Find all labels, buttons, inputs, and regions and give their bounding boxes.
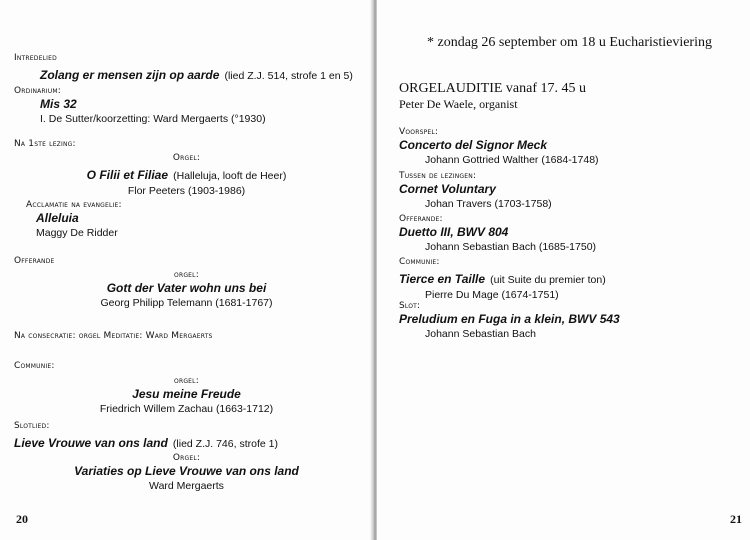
acclamatie-label: Acclamatie na evangelie: xyxy=(26,200,122,210)
slot-section xyxy=(399,300,620,342)
offerande-composer: Johann Sebastian Bach (1685-1750) xyxy=(425,241,597,253)
communie-right-line xyxy=(399,268,606,288)
orgel-2-label: orgel: xyxy=(174,270,199,280)
consecratie-label: Na consecratie: orgel Meditatie: Ward Mergaerts xyxy=(14,331,213,341)
eerste-lezing-label: Na 1ste lezing: xyxy=(14,139,76,149)
offerande-section xyxy=(399,213,596,255)
ordinarium-label: Ordinarium: xyxy=(14,86,61,96)
voorspel-composer: Johann Gottried Walther (1684-1748) xyxy=(425,154,599,166)
orgel-3-composer: Friedrich Willem Zachau (1663-1712) xyxy=(99,403,274,415)
orgel-1-line xyxy=(0,164,373,184)
slotlied-label: Slotlied: xyxy=(14,421,50,431)
orgel-3-label: orgel: xyxy=(174,376,199,386)
acclamatie-composer: Maggy De Ridder xyxy=(36,227,118,239)
page-number-right: 21 xyxy=(730,512,742,526)
intredelied-line xyxy=(14,64,353,84)
intredelied-label: Intredelied xyxy=(14,53,57,63)
intredelied-section xyxy=(14,52,353,84)
orgel-1-section xyxy=(0,152,373,199)
slot-composer: Johann Sebastian Bach xyxy=(425,328,536,340)
orgel-1-note: (Halleluja, looft de Heer) xyxy=(173,170,287,182)
offerande-title: Duetto III, BWV 804 xyxy=(399,225,509,239)
orgelauditie-performer: Peter De Waele, organist xyxy=(399,97,518,111)
left-page xyxy=(0,0,373,540)
communie-right-section xyxy=(399,256,606,303)
tussen-composer: Johan Travers (1703-1758) xyxy=(425,198,552,210)
slotlied-line xyxy=(14,432,278,452)
intredelied-note: (lied Z.J. 514, strofe 1 en 5) xyxy=(224,70,353,82)
ordinarium-section xyxy=(14,85,266,127)
offerande-label: Offerande xyxy=(14,256,55,266)
acclamatie-section xyxy=(26,199,122,241)
orgel-2-composer: Georg Philipp Telemann (1681-1767) xyxy=(100,297,273,309)
offerande-right-label: Offerande: xyxy=(399,214,443,224)
date-heading: * zondag 26 september om 18 u Eucharistieviering xyxy=(427,35,712,50)
tussen-label: Tussen de lezingen: xyxy=(399,171,477,181)
orgel-1-label: Orgel: xyxy=(172,153,201,163)
intredelied-title: Zolang er mensen zijn op aarde xyxy=(40,68,220,82)
tussen-title: Cornet Voluntary xyxy=(399,182,496,196)
ordinarium-composer: I. De Sutter/koorzetting: Ward Mergaerts (°1930) xyxy=(40,113,266,125)
communie-right-title: Tierce en Taille xyxy=(399,272,486,286)
acclamatie-title: Alleluia xyxy=(36,211,79,225)
communie-right-note: (uit Suite du premier ton) xyxy=(490,274,606,286)
orgel-1-composer: Flor Peeters (1903-1986) xyxy=(127,185,246,197)
communie-label: Communie: xyxy=(14,361,55,371)
orgel-4-section xyxy=(0,452,373,494)
slot-title: Preludium en Fuga in a klein, BWV 543 xyxy=(399,312,620,326)
orgel-3-section xyxy=(0,375,373,417)
slotlied-section xyxy=(14,420,278,452)
ordinarium-title: Mis 32 xyxy=(40,97,77,111)
tussen-section xyxy=(399,170,552,212)
communie-right-composer: Pierre Du Mage (1674-1751) xyxy=(425,289,559,301)
slotlied-note: (lied Z.J. 746, strofe 1) xyxy=(172,438,278,450)
orgel-4-title: Variaties op Lieve Vrouwe van ons land xyxy=(74,464,299,478)
orgel-3-title: Jesu meine Freude xyxy=(132,387,241,401)
orgel-4-composer: Ward Mergaerts xyxy=(149,480,224,492)
right-page xyxy=(377,0,750,540)
page-number-left: 20 xyxy=(16,512,28,526)
orgelauditie-section xyxy=(399,80,586,112)
slot-label: Slot: xyxy=(399,301,421,311)
voorspel-label: Voorspel: xyxy=(399,127,439,137)
communie-right-label: Communie: xyxy=(399,257,440,267)
orgel-2-section xyxy=(0,269,373,311)
slotlied-title: Lieve Vrouwe van ons land xyxy=(14,436,168,450)
orgel-1-title: O Filii et Filiae xyxy=(86,168,169,182)
voorspel-title: Concerto del Signor Meck xyxy=(399,138,548,152)
voorspel-section xyxy=(399,126,599,168)
orgel-2-title: Gott der Vater wohn uns bei xyxy=(106,281,267,295)
orgelauditie-title: ORGELAUDITIE vanaf 17. 45 u xyxy=(399,81,587,96)
orgel-4-label: Orgel: xyxy=(172,453,201,463)
